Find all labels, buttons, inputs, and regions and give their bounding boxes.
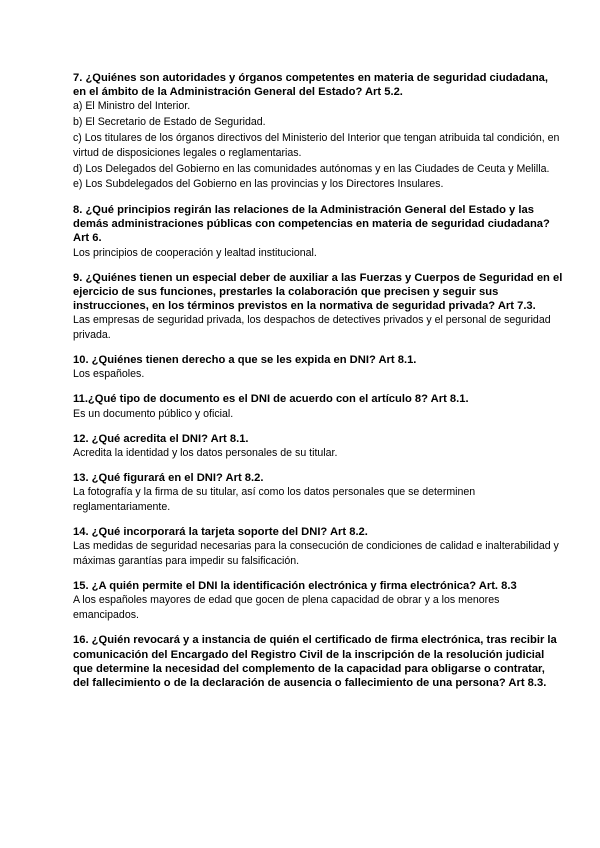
answer-line: e) Los Subdelegados del Gobierno en las provincias y los Directores Insulares. xyxy=(73,178,444,191)
question-heading: 8. ¿Qué principios regirán las relaciones de la Administración General del Estado y las demás administraciones públicas con competencias en materia de seguridad ciudadana? Art 6. xyxy=(73,203,550,245)
question-16 xyxy=(73,633,563,690)
question-heading: 7. ¿Quiénes son autoridades y órganos competentes en materia de seguridad ciudadana, en el ámbito de la Administración General del Estado? Art 5.2. xyxy=(73,72,548,99)
question-15 xyxy=(73,579,563,623)
answer-line: Es un documento público y oficial. xyxy=(73,407,234,420)
question-heading: 15. ¿A quién permite el DNI la identificación electrónica y firma electrónica? Art. 8.3 xyxy=(73,580,517,593)
question-heading: 9. ¿Quiénes tienen un especial deber de auxiliar a las Fuerzas y Cuerpos de Seguridad en el ejercicio de sus funciones, prestarles la colaboración que precisen y seguir sus instrucciones, en los términos previstos en la normativa de seguridad privada? Art 7.3. xyxy=(73,271,563,312)
answer-line: La fotografía y la firma de su titular, así como los datos personales que se determinen reglamentariamente. xyxy=(73,486,476,513)
answer-line: A los españoles mayores de edad que gocen de plena capacidad de obrar y a los menores emancipados. xyxy=(73,594,500,622)
answer-line: c) Los titulares de los órganos directivos del Ministerio del Interior que tengan atribuida tal condición, en virtud de disposiciones legales o reglamentarias. xyxy=(73,131,560,160)
question-10 xyxy=(73,353,563,382)
question-heading: 14. ¿Qué incorporará la tarjeta soporte del DNI? Art 8.2. xyxy=(73,526,368,538)
question-7 xyxy=(73,71,563,193)
document-page xyxy=(73,71,563,700)
question-heading: 13. ¿Qué figurará en el DNI? Art 8.2. xyxy=(73,471,264,484)
answer-line: b) El Secretario de Estado de Seguridad. xyxy=(73,116,266,128)
answer-line: Acredita la identidad y los datos personales de su titular. xyxy=(73,446,338,459)
answer-line: Los principios de cooperación y lealtad institucional. xyxy=(73,246,317,259)
question-14 xyxy=(73,525,563,569)
question-13 xyxy=(73,471,563,515)
answer-line: Las medidas de seguridad necesarias para la consecución de condiciones de calidad e inalterabilidad y máximas garantías para impedir su falsificación. xyxy=(73,540,559,568)
question-8 xyxy=(73,203,563,261)
answer-line: Las empresas de seguridad privada, los despachos de detectives privados y el personal de seguridad privada. xyxy=(73,314,551,342)
question-heading: 16. ¿Quién revocará y a instancia de quién el certificado de firma electrónica, tras recibir la comunicación del Encargado del Registro Civil de la inscripción de la resolución judicial que determine la necesidad del complemento de la capacidad para obligarse o contratar, del fallecimiento o de la declaración de ausencia o fallecimiento de una persona? Art 8.3. xyxy=(73,634,557,690)
question-heading: 10. ¿Quiénes tienen derecho a que se les expida en DNI? Art 8.1. xyxy=(73,354,417,367)
question-heading: 11.¿Qué tipo de documento es el DNI de acuerdo con el artículo 8? Art 8.1. xyxy=(73,393,469,406)
question-11 xyxy=(73,392,563,421)
answer-line: a) El Ministro del Interior. xyxy=(73,100,191,113)
answer-line: Los españoles. xyxy=(73,368,145,381)
question-9 xyxy=(73,271,563,344)
answer-line: d) Los Delegados del Gobierno en las comunidades autónomas y en las Ciudades de Ceuta y Melilla. xyxy=(73,162,550,175)
question-12 xyxy=(73,432,563,461)
question-heading: 12. ¿Qué acredita el DNI? Art 8.1. xyxy=(73,432,249,445)
